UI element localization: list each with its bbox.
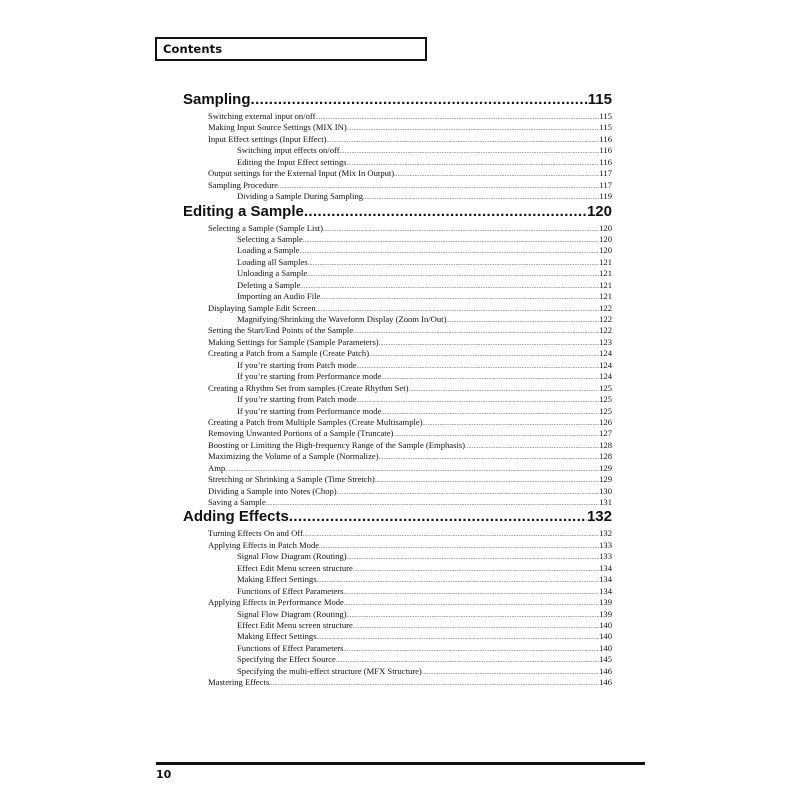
toc-section-heading[interactable] — [183, 203, 612, 223]
toc-entry[interactable] — [183, 654, 612, 665]
toc-entry-title: Creating a Patch from Multiple Samples (Create Multisample) — [208, 416, 423, 427]
toc-entry-page: 145 — [599, 654, 612, 665]
toc-entry-page: 133 — [599, 539, 612, 550]
toc-entry-title: Specifying the multi-effect structure (MFX Structure) — [237, 665, 422, 676]
toc-entry-page: 126 — [599, 416, 612, 427]
toc-entry[interactable] — [183, 371, 612, 382]
toc-entry-page: 117 — [599, 179, 612, 190]
toc-entry-title: Specifying the Effect Source — [237, 654, 336, 665]
toc-entry-title: Editing the Input Effect settings — [237, 156, 347, 167]
toc-entry-title: Loading all Samples — [237, 256, 308, 267]
toc-entry[interactable] — [183, 234, 612, 245]
toc-entry[interactable] — [183, 111, 612, 122]
toc-entry-page: 140 — [599, 631, 612, 642]
dot-leader — [347, 555, 600, 561]
dot-leader — [446, 318, 599, 324]
dot-leader — [379, 455, 600, 461]
toc-entry-title: Effect Edit Menu screen structure — [237, 562, 353, 573]
dot-leader — [316, 307, 599, 313]
toc-entry-page: 124 — [599, 359, 612, 370]
toc-entry-page: 127 — [599, 428, 612, 439]
toc-entry-title: Switching external input on/off — [208, 111, 316, 121]
toc-entry-page: 129 — [599, 462, 612, 473]
toc-entry-title: If you’re starting from Patch mode — [237, 394, 357, 405]
toc-entry[interactable] — [183, 245, 612, 256]
toc-entry[interactable] — [183, 303, 612, 314]
toc-entry-title: Sampling — [183, 91, 251, 108]
dot-leader — [423, 421, 600, 427]
toc-entry-title: Mastering Effects — [208, 677, 270, 688]
toc-entry-page: 124 — [599, 371, 612, 382]
toc-entry-title: Amp — [208, 462, 226, 473]
toc-entry-page: 139 — [599, 597, 612, 608]
footer-rule — [156, 762, 645, 765]
toc-entry[interactable] — [183, 325, 612, 336]
toc-entry-title: Saving a Sample — [208, 497, 266, 507]
toc-entry-page: 116 — [599, 133, 612, 144]
toc-entry-title: Making Effect Settings — [237, 631, 317, 642]
toc-entry-title: Signal Flow Diagram (Routing) — [237, 608, 347, 619]
dot-leader — [357, 364, 600, 370]
toc-entry-page: 122 — [599, 314, 612, 324]
dot-leader — [465, 444, 599, 450]
dot-leader — [307, 272, 599, 278]
toc-entry-title: If you’re starting from Patch mode — [237, 359, 357, 370]
toc-entry-page: 139 — [599, 608, 612, 619]
toc-entry-title: Importing an Audio File — [237, 291, 321, 302]
dot-leader — [347, 161, 600, 167]
toc-entry-page: 120 — [599, 233, 612, 244]
toc-entry-title: Adding Effects — [183, 508, 289, 526]
dot-leader — [353, 567, 599, 573]
toc-entry-page: 133 — [599, 551, 612, 562]
toc-entry[interactable] — [183, 428, 612, 439]
toc-entry-page: 134 — [599, 585, 612, 596]
table-of-contents — [183, 91, 612, 689]
toc-entry-title: Stretching or Shrinking a Sample (Time Stretch) — [208, 474, 375, 485]
toc-entry[interactable] — [183, 383, 612, 394]
toc-entry-page: 121 — [599, 291, 612, 302]
toc-entry-title: Effect Edit Menu screen structure — [237, 619, 353, 630]
toc-entry-page: 146 — [599, 677, 612, 688]
toc-entry-page: 131 — [599, 497, 612, 507]
contents-header-title: Contents — [163, 42, 223, 56]
toc-entry-page: 125 — [599, 382, 612, 393]
toc-entry[interactable] — [183, 497, 612, 508]
dot-leader — [369, 352, 599, 358]
toc-entry[interactable] — [183, 609, 612, 620]
toc-entry[interactable] — [183, 631, 612, 642]
dot-leader — [303, 532, 599, 538]
toc-entry[interactable] — [183, 474, 612, 485]
toc-entry-page: 123 — [599, 336, 612, 347]
toc-entry-page: 129 — [599, 474, 612, 485]
toc-entry-page: 116 — [599, 156, 612, 167]
dot-leader — [300, 249, 600, 255]
toc-entry[interactable] — [183, 586, 612, 597]
dot-leader — [320, 295, 599, 301]
toc-entry-page: 128 — [599, 439, 612, 450]
toc-entry-page: 125 — [599, 394, 612, 405]
toc-entry-page: 146 — [599, 665, 612, 676]
toc-entry-page: 115 — [599, 122, 612, 133]
dot-leader — [336, 658, 599, 664]
toc-entry-title: Switching input effects on/off — [237, 145, 340, 156]
toc-entry[interactable] — [183, 348, 612, 359]
toc-entry-title: Turning Effects On and Off — [208, 528, 303, 539]
toc-entry[interactable] — [183, 180, 612, 191]
toc-entry-page: 132 — [599, 528, 612, 539]
dot-leader — [323, 227, 599, 233]
dot-leader — [289, 508, 587, 525]
toc-entry[interactable] — [183, 291, 612, 302]
toc-entry[interactable] — [183, 122, 612, 133]
toc-entry[interactable] — [183, 463, 612, 474]
dot-leader — [317, 578, 600, 584]
toc-section-heading[interactable] — [183, 91, 612, 111]
dot-leader — [353, 329, 599, 335]
toc-entry[interactable] — [183, 257, 612, 268]
toc-entry[interactable] — [183, 597, 612, 608]
toc-entry-page: 121 — [599, 279, 612, 290]
toc-entry[interactable] — [183, 551, 612, 562]
toc-entry-page: 132 — [586, 508, 612, 526]
dot-leader — [266, 501, 599, 507]
toc-entry-title: Loading a Sample — [237, 245, 300, 256]
toc-entry-title: Unloading a Sample — [237, 268, 308, 279]
toc-entry[interactable] — [183, 280, 612, 291]
toc-entry-page: 119 — [599, 191, 612, 202]
toc-entry-page: 120 — [599, 245, 612, 256]
toc-entry-page: 140 — [599, 642, 612, 653]
toc-entry-title: Functions of Effect Parameters — [237, 642, 344, 653]
toc-entry-title: Dividing a Sample During Sampling — [237, 191, 364, 202]
toc-entry[interactable] — [183, 360, 612, 371]
toc-entry-title: Creating a Rhythm Set from samples (Create Rhythm Set) — [208, 382, 409, 393]
dot-leader — [381, 375, 599, 381]
dot-leader — [344, 647, 600, 653]
dot-leader — [363, 195, 599, 201]
dot-leader — [422, 670, 599, 676]
dot-leader — [393, 432, 599, 438]
toc-entry[interactable] — [183, 540, 612, 551]
dot-leader — [379, 341, 599, 347]
toc-entry-page: 117 — [599, 168, 612, 179]
toc-entry[interactable] — [183, 134, 612, 145]
toc-entry-title: If you’re starting from Performance mode — [237, 371, 382, 382]
toc-entry-page: 125 — [599, 405, 612, 416]
toc-entry[interactable] — [183, 440, 612, 451]
dot-leader — [337, 490, 599, 496]
toc-entry-title: Deleting a Sample — [237, 279, 301, 290]
toc-section-heading[interactable] — [183, 508, 612, 528]
toc-entry-title: Creating a Patch from a Sample (Create Patch) — [208, 348, 370, 359]
toc-entry-title: Removing Unwanted Portions of a Sample (Truncate) — [208, 428, 394, 439]
toc-entry[interactable] — [183, 666, 612, 677]
dot-leader — [278, 184, 599, 190]
toc-entry-title: Setting the Start/End Points of the Sample — [208, 325, 354, 336]
toc-entry[interactable] — [183, 168, 612, 179]
dot-leader — [300, 284, 599, 290]
toc-entry-title: Functions of Effect Parameters — [237, 585, 344, 596]
toc-entry[interactable] — [183, 563, 612, 574]
toc-entry[interactable] — [183, 620, 612, 631]
toc-entry-title: Sampling Procedure — [208, 179, 278, 190]
toc-entry-page: 115 — [599, 111, 612, 121]
toc-entry-title: Boosting or Limiting the High-frequency Range of the Sample (Emphasis) — [208, 439, 466, 450]
toc-entry-title: Applying Effects in Patch Mode — [208, 539, 320, 550]
toc-entry[interactable] — [183, 191, 612, 202]
toc-entry-page: 121 — [599, 256, 612, 267]
toc-entry-page: 122 — [599, 325, 612, 336]
toc-entry-title: Magnifying/Shrinking the Waveform Display (Zoom In/Out) — [237, 314, 447, 324]
toc-entry-page: 120 — [586, 202, 612, 220]
toc-entry-title: Making Settings for Sample (Sample Parameters) — [208, 336, 379, 347]
toc-entry-title: Editing a Sample — [183, 202, 304, 220]
toc-entry-title: Making Input Source Settings (MIX IN) — [208, 122, 347, 133]
toc-entry-title: Dividing a Sample into Notes (Chop) — [208, 485, 337, 496]
toc-entry[interactable] — [183, 314, 612, 325]
dot-leader — [347, 613, 600, 619]
toc-entry-title: Signal Flow Diagram (Routing) — [237, 551, 347, 562]
dot-leader — [316, 115, 600, 121]
toc-entry[interactable] — [183, 451, 612, 462]
dot-leader — [303, 238, 599, 244]
dot-leader — [319, 544, 599, 550]
dot-leader — [353, 624, 599, 630]
dot-leader — [317, 635, 600, 641]
toc-entry-title: Input Effect settings (Input Effect) — [208, 133, 327, 144]
toc-entry[interactable] — [183, 406, 612, 417]
toc-entry-page: 134 — [599, 574, 612, 585]
toc-entry[interactable] — [183, 574, 612, 585]
toc-entry[interactable] — [183, 223, 612, 234]
toc-entry[interactable] — [183, 268, 612, 279]
dot-leader — [381, 410, 599, 416]
page-number: 10 — [156, 768, 172, 781]
toc-entry-title: Output settings for the External Input (Mix In Output) — [208, 168, 395, 179]
dot-leader — [344, 601, 599, 607]
dot-leader — [357, 398, 600, 404]
toc-entry-page: 124 — [599, 348, 612, 359]
toc-entry-page: 140 — [599, 619, 612, 630]
dot-leader — [394, 172, 599, 178]
toc-entry-title: If you’re starting from Performance mode — [237, 405, 382, 416]
toc-entry-page: 122 — [599, 302, 612, 313]
toc-entry-page: 120 — [599, 222, 612, 233]
dot-leader — [308, 261, 599, 267]
toc-entry-page: 116 — [599, 145, 612, 156]
toc-entry-title: Maximizing the Volume of a Sample (Normalize) — [208, 451, 379, 462]
toc-entry[interactable] — [183, 528, 612, 539]
dot-leader — [225, 467, 599, 473]
contents-header-box — [155, 37, 427, 61]
toc-entry-title: Applying Effects in Performance Mode — [208, 597, 344, 608]
dot-leader — [344, 590, 600, 596]
dot-leader — [375, 478, 599, 484]
toc-entry-title: Displaying Sample Edit Screen — [208, 302, 316, 313]
dot-leader — [251, 91, 588, 108]
toc-entry-title: Selecting a Sample — [237, 233, 303, 244]
dot-leader — [340, 149, 600, 155]
toc-entry-page: 121 — [599, 268, 612, 279]
toc-entry-page: 115 — [587, 91, 612, 108]
toc-entry-page: 128 — [599, 451, 612, 462]
toc-entry[interactable] — [183, 677, 612, 688]
toc-entry[interactable] — [183, 417, 612, 428]
toc-entry[interactable] — [183, 157, 612, 168]
dot-leader — [304, 203, 587, 220]
dot-leader — [269, 681, 599, 687]
toc-entry[interactable] — [183, 643, 612, 654]
toc-entry[interactable] — [183, 394, 612, 405]
toc-entry[interactable] — [183, 486, 612, 497]
dot-leader — [327, 138, 600, 144]
toc-entry-page: 134 — [599, 562, 612, 573]
toc-entry-title: Selecting a Sample (Sample List) — [208, 222, 324, 233]
toc-entry-page: 130 — [599, 485, 612, 496]
dot-leader — [347, 126, 600, 132]
toc-entry[interactable] — [183, 145, 612, 156]
dot-leader — [409, 387, 600, 393]
toc-entry[interactable] — [183, 337, 612, 348]
toc-entry-title: Making Effect Settings — [237, 574, 317, 585]
